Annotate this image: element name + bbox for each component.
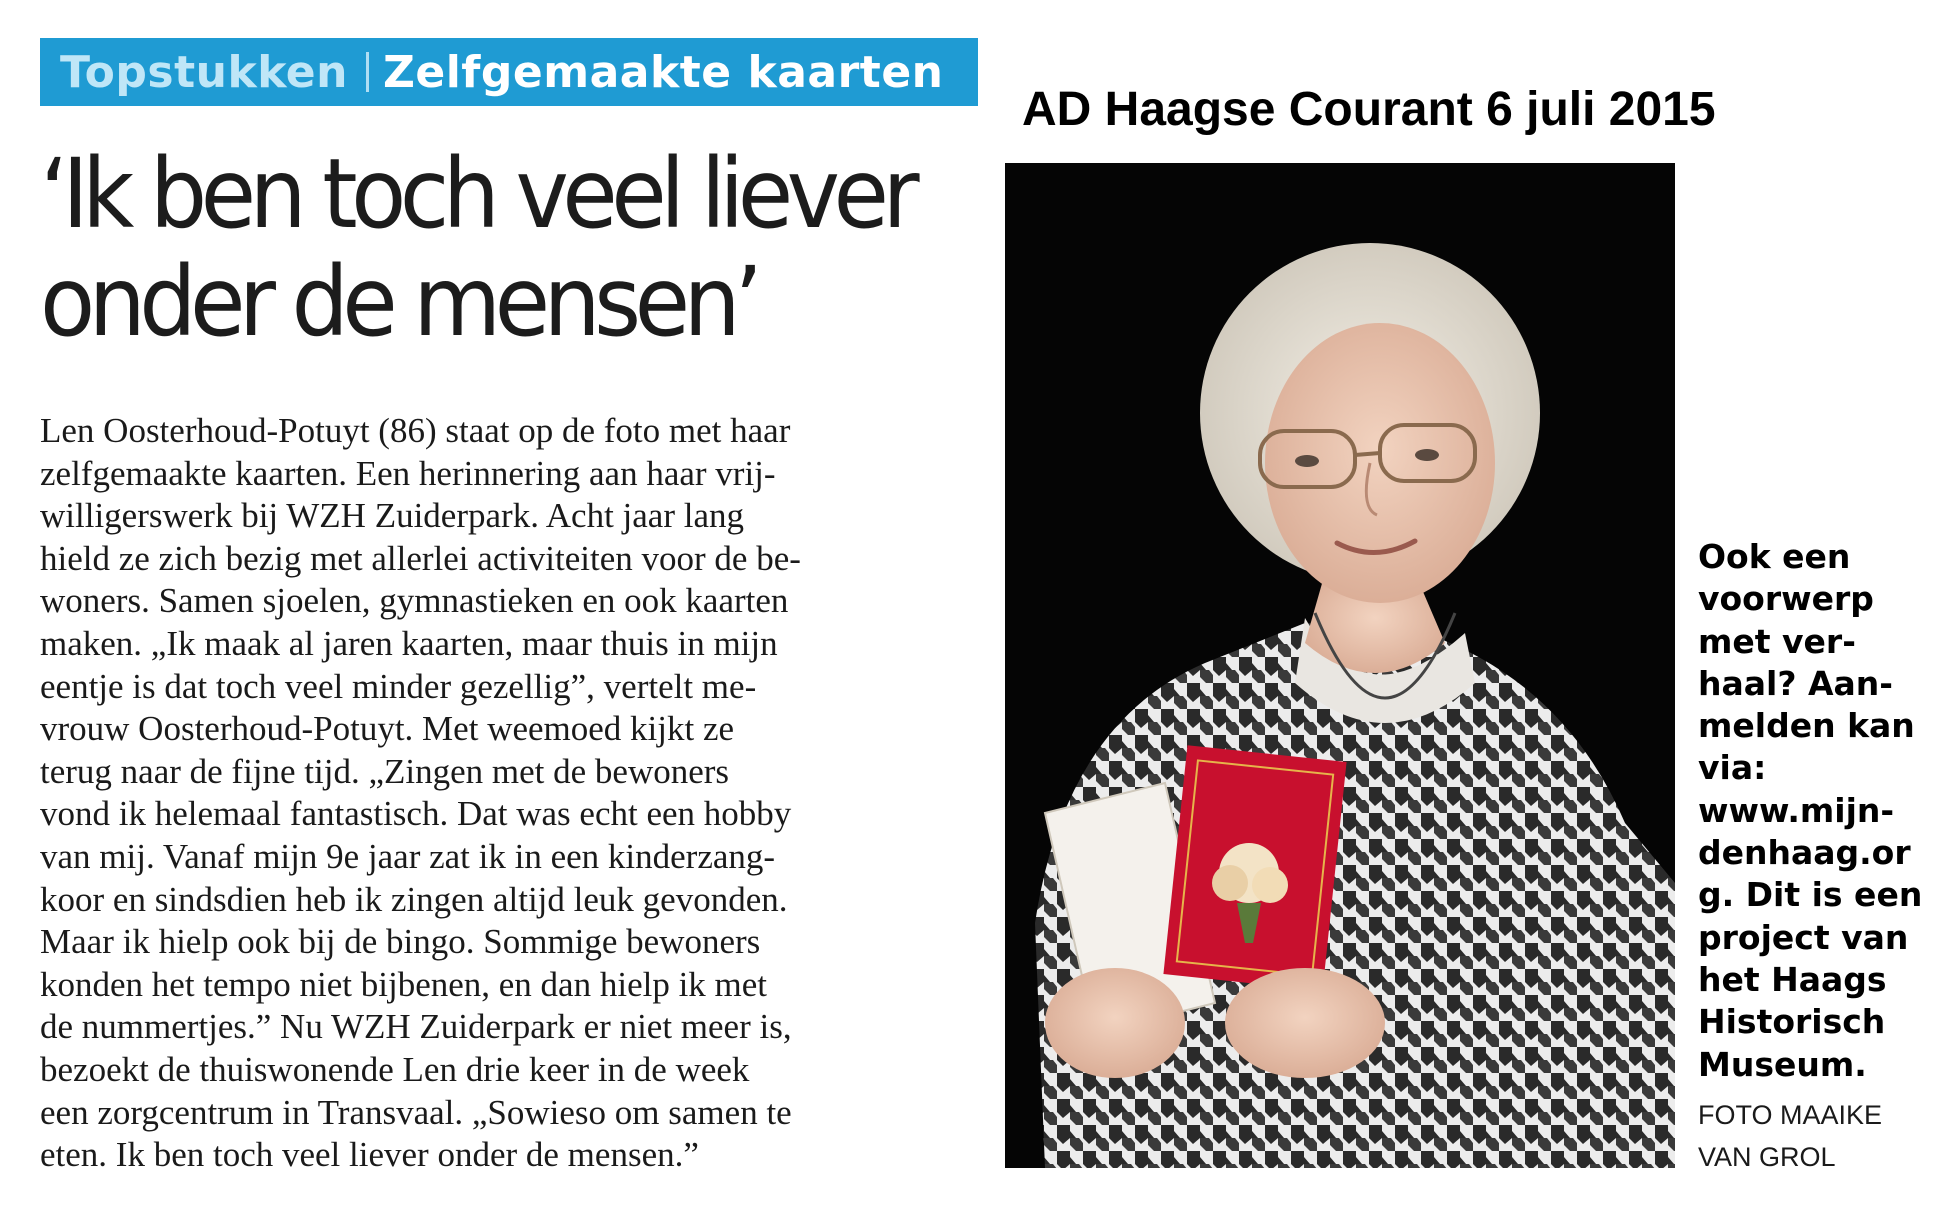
article-body [40,410,940,1177]
body-line: een zorgcentrum in Transvaal. „Sowieso om samen te [40,1092,792,1132]
sidebar-line: via: [1698,748,1767,788]
sidebar-line: Ook een [1698,537,1851,576]
sidebar-line: Museum. [1698,1044,1867,1084]
body-line: van mij. Vanaf mijn 9e jaar zat ik in een kinderzang- [40,836,776,876]
headline-line: ‘Ik ben toch veel liever [40,138,913,250]
banner-section: Topstukken [60,46,348,98]
banner-subsection: Zelfgemaakte kaarten [382,46,944,98]
body-line: koor en sindsdien heb ik zingen altijd leuk gevonden. [40,879,788,919]
sidebar-line: haal? Aan- [1698,663,1893,703]
credit-line: FOTO MAAIKE [1698,1100,1883,1130]
sidebar-line: www.mijn- [1698,790,1895,830]
sidebar-line: Historisch [1698,1002,1886,1042]
sidebar-line: het Haags [1698,959,1887,999]
sidebar-line: melden kan [1698,706,1915,746]
body-line: bezoekt de thuiswonende Len drie keer in de week [40,1049,750,1089]
body-line: terug naar de fijne tijd. „Zingen met de bewoners [40,751,730,791]
headline [40,140,933,356]
credit-line: VAN GROL [1698,1142,1836,1172]
body-line: maken. „Ik maak al jaren kaarten, maar thuis in mijn [40,623,778,663]
sidebar-line: met ver- [1698,621,1856,661]
section-banner [40,38,978,106]
sidebar-line: g. Dit is een [1698,875,1923,915]
photo-credit [1698,1094,1882,1178]
body-line: willigerswerk bij WZH Zuiderpark. Acht jaar lang [40,496,744,536]
body-line: Maar ik hielp ook bij de bingo. Sommige bewoners [40,922,761,962]
banner-separator [366,52,369,92]
body-line: vrouw Oosterhoud-Potuyt. Met weemoed kijkt ze [40,709,735,749]
headline-line: onder de mensen’ [40,246,757,358]
source-note: AD Haagse Courant 6 juli 2015 [1022,83,1716,136]
body-line: Len Oosterhoud-Potuyt (86) staat op de foto met haar [40,411,791,450]
sidebar-callout [1698,536,1938,1086]
sidebar-line: voorwerp [1698,579,1874,619]
body-line: zelfgemaakte kaarten. Een herinnering aan haar vrij- [40,453,776,493]
sidebar-line: denhaag.or [1698,833,1911,873]
body-line: eten. Ik ben toch veel liever onder de mensen.” [40,1135,699,1175]
sidebar-line: project van [1698,917,1909,957]
body-line: hield ze zich bezig met allerlei activiteiten voor de be- [40,538,801,578]
body-line: vond ik helemaal fantastisch. Dat was echt een hobby [40,794,792,834]
body-line: konden het tempo niet bijbenen, en dan hielp ik met [40,964,768,1004]
body-line: de nummertjes.” Nu WZH Zuiderpark er niet meer is, [40,1007,792,1047]
body-line: woners. Samen sjoelen, gymnastieken en ook kaarten [40,581,789,621]
portrait-photo [1005,163,1675,1168]
portrait-illustration [1005,163,1675,1168]
body-line: eentje is dat toch veel minder gezellig”, vertelt me- [40,666,757,706]
